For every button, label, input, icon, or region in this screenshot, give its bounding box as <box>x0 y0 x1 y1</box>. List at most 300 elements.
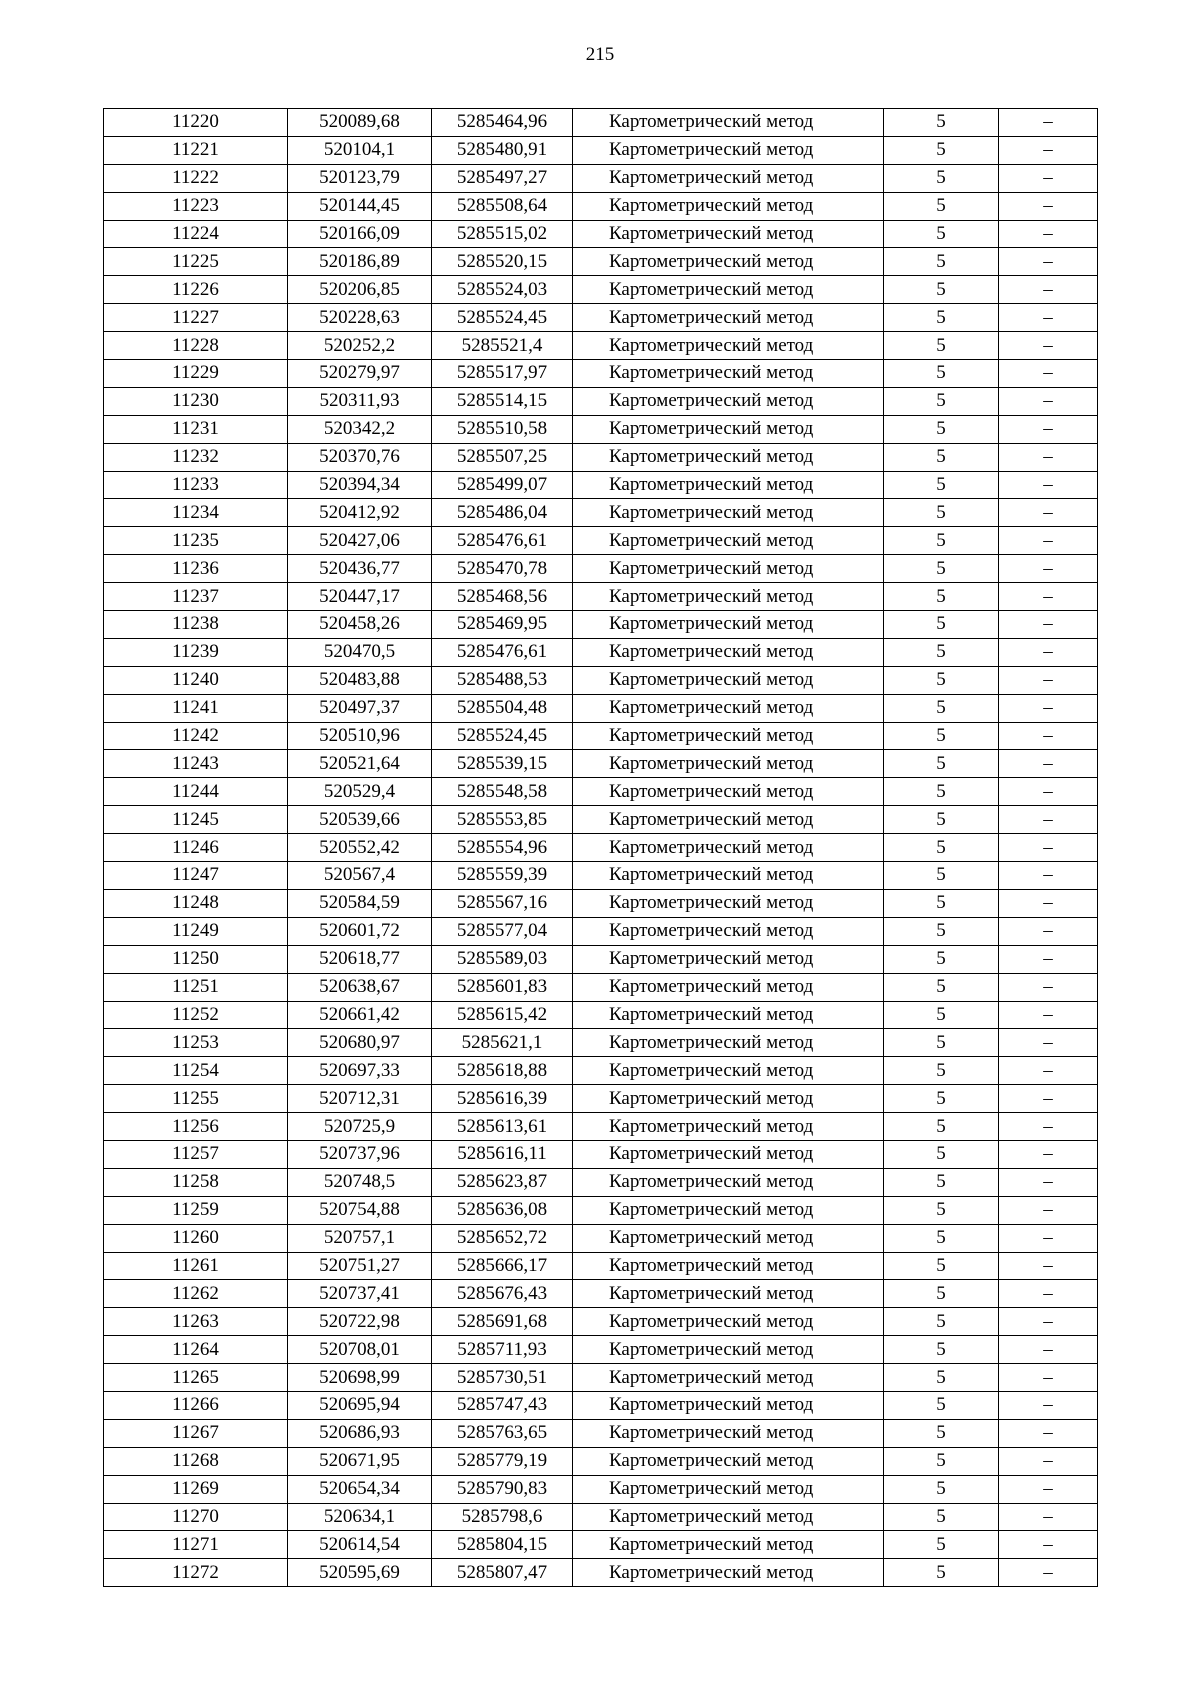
description-cell: – <box>999 666 1098 694</box>
point-number-cell: 11232 <box>104 443 288 471</box>
description-cell: – <box>999 1140 1098 1168</box>
accuracy-cell: 5 <box>884 611 999 639</box>
description-cell: – <box>999 945 1098 973</box>
y-coordinate-cell: 5285763,65 <box>432 1419 573 1447</box>
y-coordinate-cell: 5285508,64 <box>432 192 573 220</box>
y-coordinate-cell: 5285524,03 <box>432 276 573 304</box>
description-cell: – <box>999 834 1098 862</box>
method-cell: Картометрический метод <box>573 555 884 583</box>
y-coordinate-cell: 5285548,58 <box>432 778 573 806</box>
y-coordinate-cell: 5285601,83 <box>432 973 573 1001</box>
description-cell: – <box>999 889 1098 917</box>
accuracy-cell: 5 <box>884 694 999 722</box>
description-cell: – <box>999 1447 1098 1475</box>
table-row <box>104 415 1098 443</box>
y-coordinate-cell: 5285711,93 <box>432 1336 573 1364</box>
point-number-cell: 11225 <box>104 248 288 276</box>
y-coordinate-cell: 5285807,47 <box>432 1559 573 1587</box>
method-cell: Картометрический метод <box>573 1391 884 1419</box>
point-number-cell: 11268 <box>104 1447 288 1475</box>
method-cell: Картометрический метод <box>573 1224 884 1252</box>
y-coordinate-cell: 5285524,45 <box>432 722 573 750</box>
point-number-cell: 11221 <box>104 136 288 164</box>
table-row <box>104 109 1098 137</box>
y-coordinate-cell: 5285470,78 <box>432 555 573 583</box>
accuracy-cell: 5 <box>884 1531 999 1559</box>
point-number-cell: 11236 <box>104 555 288 583</box>
accuracy-cell: 5 <box>884 917 999 945</box>
description-cell: – <box>999 1280 1098 1308</box>
x-coordinate-cell: 520722,98 <box>288 1308 432 1336</box>
accuracy-cell: 5 <box>884 1085 999 1113</box>
y-coordinate-cell: 5285469,95 <box>432 611 573 639</box>
y-coordinate-cell: 5285779,19 <box>432 1447 573 1475</box>
y-coordinate-cell: 5285539,15 <box>432 750 573 778</box>
table-row <box>104 834 1098 862</box>
table-body <box>104 109 1098 1587</box>
point-number-cell: 11250 <box>104 945 288 973</box>
method-cell: Картометрический метод <box>573 1113 884 1141</box>
description-cell: – <box>999 722 1098 750</box>
table-row <box>104 806 1098 834</box>
method-cell: Картометрический метод <box>573 136 884 164</box>
y-coordinate-cell: 5285616,11 <box>432 1140 573 1168</box>
x-coordinate-cell: 520601,72 <box>288 917 432 945</box>
method-cell: Картометрический метод <box>573 387 884 415</box>
method-cell: Картометрический метод <box>573 611 884 639</box>
point-number-cell: 11270 <box>104 1503 288 1531</box>
description-cell: – <box>999 1029 1098 1057</box>
accuracy-cell: 5 <box>884 471 999 499</box>
x-coordinate-cell: 520748,5 <box>288 1168 432 1196</box>
x-coordinate-cell: 520618,77 <box>288 945 432 973</box>
description-cell: – <box>999 387 1098 415</box>
table-row <box>104 527 1098 555</box>
description-cell: – <box>999 1391 1098 1419</box>
x-coordinate-cell: 520144,45 <box>288 192 432 220</box>
accuracy-cell: 5 <box>884 583 999 611</box>
description-cell: – <box>999 1113 1098 1141</box>
method-cell: Картометрический метод <box>573 164 884 192</box>
method-cell: Картометрический метод <box>573 1001 884 1029</box>
x-coordinate-cell: 520342,2 <box>288 415 432 443</box>
method-cell: Картометрический метод <box>573 694 884 722</box>
method-cell: Картометрический метод <box>573 1057 884 1085</box>
point-number-cell: 11256 <box>104 1113 288 1141</box>
point-number-cell: 11257 <box>104 1140 288 1168</box>
description-cell: – <box>999 1001 1098 1029</box>
y-coordinate-cell: 5285730,51 <box>432 1364 573 1392</box>
accuracy-cell: 5 <box>884 499 999 527</box>
method-cell: Картометрический метод <box>573 276 884 304</box>
table-row <box>104 722 1098 750</box>
method-cell: Картометрический метод <box>573 1559 884 1587</box>
description-cell: – <box>999 917 1098 945</box>
accuracy-cell: 5 <box>884 220 999 248</box>
table-row <box>104 1364 1098 1392</box>
accuracy-cell: 5 <box>884 778 999 806</box>
x-coordinate-cell: 520539,66 <box>288 806 432 834</box>
accuracy-cell: 5 <box>884 834 999 862</box>
description-cell: – <box>999 499 1098 527</box>
description-cell: – <box>999 276 1098 304</box>
point-number-cell: 11244 <box>104 778 288 806</box>
description-cell: – <box>999 1503 1098 1531</box>
x-coordinate-cell: 520712,31 <box>288 1085 432 1113</box>
table-row <box>104 1419 1098 1447</box>
table-row <box>104 1447 1098 1475</box>
method-cell: Картометрический метод <box>573 1364 884 1392</box>
accuracy-cell: 5 <box>884 1057 999 1085</box>
x-coordinate-cell: 520634,1 <box>288 1503 432 1531</box>
x-coordinate-cell: 520166,09 <box>288 220 432 248</box>
accuracy-cell: 5 <box>884 332 999 360</box>
description-cell: – <box>999 862 1098 890</box>
x-coordinate-cell: 520427,06 <box>288 527 432 555</box>
x-coordinate-cell: 520754,88 <box>288 1196 432 1224</box>
x-coordinate-cell: 520757,1 <box>288 1224 432 1252</box>
table-row <box>104 220 1098 248</box>
accuracy-cell: 5 <box>884 806 999 834</box>
x-coordinate-cell: 520228,63 <box>288 304 432 332</box>
accuracy-cell: 5 <box>884 1168 999 1196</box>
accuracy-cell: 5 <box>884 109 999 137</box>
method-cell: Картометрический метод <box>573 1252 884 1280</box>
accuracy-cell: 5 <box>884 387 999 415</box>
description-cell: – <box>999 583 1098 611</box>
y-coordinate-cell: 5285524,45 <box>432 304 573 332</box>
method-cell: Картометрический метод <box>573 1447 884 1475</box>
method-cell: Картометрический метод <box>573 1419 884 1447</box>
accuracy-cell: 5 <box>884 1029 999 1057</box>
y-coordinate-cell: 5285676,43 <box>432 1280 573 1308</box>
point-number-cell: 11271 <box>104 1531 288 1559</box>
table-row <box>104 192 1098 220</box>
description-cell: – <box>999 1085 1098 1113</box>
x-coordinate-cell: 520206,85 <box>288 276 432 304</box>
y-coordinate-cell: 5285480,91 <box>432 136 573 164</box>
accuracy-cell: 5 <box>884 1559 999 1587</box>
table-row <box>104 471 1098 499</box>
description-cell: – <box>999 750 1098 778</box>
accuracy-cell: 5 <box>884 1364 999 1392</box>
description-cell: – <box>999 136 1098 164</box>
y-coordinate-cell: 5285559,39 <box>432 862 573 890</box>
y-coordinate-cell: 5285507,25 <box>432 443 573 471</box>
x-coordinate-cell: 520698,99 <box>288 1364 432 1392</box>
y-coordinate-cell: 5285790,83 <box>432 1475 573 1503</box>
x-coordinate-cell: 520186,89 <box>288 248 432 276</box>
point-number-cell: 11226 <box>104 276 288 304</box>
table-row <box>104 1113 1098 1141</box>
y-coordinate-cell: 5285515,02 <box>432 220 573 248</box>
method-cell: Картометрический метод <box>573 889 884 917</box>
method-cell: Картометрический метод <box>573 527 884 555</box>
table-row <box>104 889 1098 917</box>
y-coordinate-cell: 5285623,87 <box>432 1168 573 1196</box>
y-coordinate-cell: 5285652,72 <box>432 1224 573 1252</box>
method-cell: Картометрический метод <box>573 666 884 694</box>
x-coordinate-cell: 520123,79 <box>288 164 432 192</box>
point-number-cell: 11235 <box>104 527 288 555</box>
method-cell: Картометрический метод <box>573 1531 884 1559</box>
method-cell: Картометрический метод <box>573 1280 884 1308</box>
point-number-cell: 11263 <box>104 1308 288 1336</box>
x-coordinate-cell: 520252,2 <box>288 332 432 360</box>
y-coordinate-cell: 5285504,48 <box>432 694 573 722</box>
accuracy-cell: 5 <box>884 192 999 220</box>
description-cell: – <box>999 1531 1098 1559</box>
y-coordinate-cell: 5285468,56 <box>432 583 573 611</box>
table-row <box>104 1308 1098 1336</box>
y-coordinate-cell: 5285666,17 <box>432 1252 573 1280</box>
point-number-cell: 11227 <box>104 304 288 332</box>
method-cell: Картометрический метод <box>573 1196 884 1224</box>
table-row <box>104 862 1098 890</box>
x-coordinate-cell: 520695,94 <box>288 1391 432 1419</box>
point-number-cell: 11245 <box>104 806 288 834</box>
x-coordinate-cell: 520104,1 <box>288 136 432 164</box>
method-cell: Картометрический метод <box>573 304 884 332</box>
description-cell: – <box>999 1196 1098 1224</box>
description-cell: – <box>999 1559 1098 1587</box>
method-cell: Картометрический метод <box>573 638 884 666</box>
y-coordinate-cell: 5285747,43 <box>432 1391 573 1419</box>
accuracy-cell: 5 <box>884 889 999 917</box>
description-cell: – <box>999 192 1098 220</box>
description-cell: – <box>999 248 1098 276</box>
y-coordinate-cell: 5285691,68 <box>432 1308 573 1336</box>
table-row <box>104 1057 1098 1085</box>
point-number-cell: 11255 <box>104 1085 288 1113</box>
table-row <box>104 611 1098 639</box>
x-coordinate-cell: 520671,95 <box>288 1447 432 1475</box>
x-coordinate-cell: 520654,34 <box>288 1475 432 1503</box>
point-number-cell: 11246 <box>104 834 288 862</box>
y-coordinate-cell: 5285510,58 <box>432 415 573 443</box>
accuracy-cell: 5 <box>884 1113 999 1141</box>
description-cell: – <box>999 360 1098 388</box>
point-number-cell: 11224 <box>104 220 288 248</box>
x-coordinate-cell: 520470,5 <box>288 638 432 666</box>
accuracy-cell: 5 <box>884 415 999 443</box>
table-row <box>104 304 1098 332</box>
table-row <box>104 1531 1098 1559</box>
table-row <box>104 332 1098 360</box>
accuracy-cell: 5 <box>884 1001 999 1029</box>
x-coordinate-cell: 520521,64 <box>288 750 432 778</box>
table-row <box>104 638 1098 666</box>
point-number-cell: 11258 <box>104 1168 288 1196</box>
page-number: 215 <box>585 44 615 65</box>
method-cell: Картометрический метод <box>573 1475 884 1503</box>
point-number-cell: 11230 <box>104 387 288 415</box>
point-number-cell: 11261 <box>104 1252 288 1280</box>
description-cell: – <box>999 1364 1098 1392</box>
accuracy-cell: 5 <box>884 1252 999 1280</box>
x-coordinate-cell: 520638,67 <box>288 973 432 1001</box>
y-coordinate-cell: 5285621,1 <box>432 1029 573 1057</box>
table-row <box>104 387 1098 415</box>
x-coordinate-cell: 520680,97 <box>288 1029 432 1057</box>
table-row <box>104 276 1098 304</box>
description-cell: – <box>999 332 1098 360</box>
description-cell: – <box>999 638 1098 666</box>
x-coordinate-cell: 520725,9 <box>288 1113 432 1141</box>
x-coordinate-cell: 520089,68 <box>288 109 432 137</box>
description-cell: – <box>999 471 1098 499</box>
point-number-cell: 11259 <box>104 1196 288 1224</box>
point-number-cell: 11239 <box>104 638 288 666</box>
x-coordinate-cell: 520737,41 <box>288 1280 432 1308</box>
y-coordinate-cell: 5285567,16 <box>432 889 573 917</box>
x-coordinate-cell: 520483,88 <box>288 666 432 694</box>
table-row <box>104 750 1098 778</box>
y-coordinate-cell: 5285464,96 <box>432 109 573 137</box>
y-coordinate-cell: 5285613,61 <box>432 1113 573 1141</box>
accuracy-cell: 5 <box>884 945 999 973</box>
accuracy-cell: 5 <box>884 1419 999 1447</box>
method-cell: Картометрический метод <box>573 750 884 778</box>
x-coordinate-cell: 520529,4 <box>288 778 432 806</box>
x-coordinate-cell: 520370,76 <box>288 443 432 471</box>
method-cell: Картометрический метод <box>573 1503 884 1531</box>
accuracy-cell: 5 <box>884 862 999 890</box>
y-coordinate-cell: 5285615,42 <box>432 1001 573 1029</box>
description-cell: – <box>999 415 1098 443</box>
method-cell: Картометрический метод <box>573 917 884 945</box>
x-coordinate-cell: 520311,93 <box>288 387 432 415</box>
x-coordinate-cell: 520614,54 <box>288 1531 432 1559</box>
description-cell: – <box>999 443 1098 471</box>
accuracy-cell: 5 <box>884 304 999 332</box>
y-coordinate-cell: 5285499,07 <box>432 471 573 499</box>
accuracy-cell: 5 <box>884 136 999 164</box>
method-cell: Картометрический метод <box>573 806 884 834</box>
method-cell: Картометрический метод <box>573 583 884 611</box>
method-cell: Картометрический метод <box>573 1029 884 1057</box>
point-number-cell: 11229 <box>104 360 288 388</box>
table-row <box>104 1085 1098 1113</box>
point-number-cell: 11267 <box>104 1419 288 1447</box>
description-cell: – <box>999 164 1098 192</box>
method-cell: Картометрический метод <box>573 722 884 750</box>
point-number-cell: 11251 <box>104 973 288 1001</box>
point-number-cell: 11241 <box>104 694 288 722</box>
point-number-cell: 11233 <box>104 471 288 499</box>
accuracy-cell: 5 <box>884 360 999 388</box>
table-row <box>104 1001 1098 1029</box>
method-cell: Картометрический метод <box>573 109 884 137</box>
method-cell: Картометрический метод <box>573 360 884 388</box>
y-coordinate-cell: 5285804,15 <box>432 1531 573 1559</box>
x-coordinate-cell: 520552,42 <box>288 834 432 862</box>
table-row <box>104 1503 1098 1531</box>
point-number-cell: 11242 <box>104 722 288 750</box>
accuracy-cell: 5 <box>884 248 999 276</box>
method-cell: Картометрический метод <box>573 220 884 248</box>
y-coordinate-cell: 5285488,53 <box>432 666 573 694</box>
x-coordinate-cell: 520567,4 <box>288 862 432 890</box>
description-cell: – <box>999 555 1098 583</box>
point-number-cell: 11237 <box>104 583 288 611</box>
method-cell: Картометрический метод <box>573 415 884 443</box>
y-coordinate-cell: 5285520,15 <box>432 248 573 276</box>
point-number-cell: 11220 <box>104 109 288 137</box>
point-number-cell: 11247 <box>104 862 288 890</box>
accuracy-cell: 5 <box>884 1140 999 1168</box>
accuracy-cell: 5 <box>884 1224 999 1252</box>
table-row <box>104 1475 1098 1503</box>
x-coordinate-cell: 520697,33 <box>288 1057 432 1085</box>
method-cell: Картометрический метод <box>573 1140 884 1168</box>
y-coordinate-cell: 5285476,61 <box>432 638 573 666</box>
table-row <box>104 443 1098 471</box>
method-cell: Картометрический метод <box>573 499 884 527</box>
method-cell: Картометрический метод <box>573 248 884 276</box>
point-number-cell: 11223 <box>104 192 288 220</box>
description-cell: – <box>999 778 1098 806</box>
y-coordinate-cell: 5285636,08 <box>432 1196 573 1224</box>
description-cell: – <box>999 1419 1098 1447</box>
y-coordinate-cell: 5285497,27 <box>432 164 573 192</box>
y-coordinate-cell: 5285514,15 <box>432 387 573 415</box>
description-cell: – <box>999 806 1098 834</box>
description-cell: – <box>999 1224 1098 1252</box>
description-cell: – <box>999 1168 1098 1196</box>
table-row <box>104 1280 1098 1308</box>
x-coordinate-cell: 520510,96 <box>288 722 432 750</box>
description-cell: – <box>999 109 1098 137</box>
point-number-cell: 11228 <box>104 332 288 360</box>
table-row <box>104 1029 1098 1057</box>
coordinates-table <box>103 108 1098 1587</box>
table-row <box>104 248 1098 276</box>
table-row <box>104 1559 1098 1587</box>
point-number-cell: 11222 <box>104 164 288 192</box>
accuracy-cell: 5 <box>884 638 999 666</box>
x-coordinate-cell: 520447,17 <box>288 583 432 611</box>
point-number-cell: 11253 <box>104 1029 288 1057</box>
description-cell: – <box>999 1336 1098 1364</box>
table-row <box>104 555 1098 583</box>
x-coordinate-cell: 520279,97 <box>288 360 432 388</box>
accuracy-cell: 5 <box>884 1280 999 1308</box>
description-cell: – <box>999 1475 1098 1503</box>
y-coordinate-cell: 5285554,96 <box>432 834 573 862</box>
x-coordinate-cell: 520497,37 <box>288 694 432 722</box>
x-coordinate-cell: 520661,42 <box>288 1001 432 1029</box>
method-cell: Картометрический метод <box>573 862 884 890</box>
y-coordinate-cell: 5285618,88 <box>432 1057 573 1085</box>
method-cell: Картометрический метод <box>573 471 884 499</box>
table-row <box>104 917 1098 945</box>
x-coordinate-cell: 520708,01 <box>288 1336 432 1364</box>
point-number-cell: 11248 <box>104 889 288 917</box>
accuracy-cell: 5 <box>884 1391 999 1419</box>
y-coordinate-cell: 5285476,61 <box>432 527 573 555</box>
point-number-cell: 11252 <box>104 1001 288 1029</box>
accuracy-cell: 5 <box>884 1308 999 1336</box>
point-number-cell: 11265 <box>104 1364 288 1392</box>
point-number-cell: 11266 <box>104 1391 288 1419</box>
method-cell: Картометрический метод <box>573 973 884 1001</box>
accuracy-cell: 5 <box>884 527 999 555</box>
x-coordinate-cell: 520584,59 <box>288 889 432 917</box>
method-cell: Картометрический метод <box>573 443 884 471</box>
method-cell: Картометрический метод <box>573 945 884 973</box>
table-row <box>104 1140 1098 1168</box>
